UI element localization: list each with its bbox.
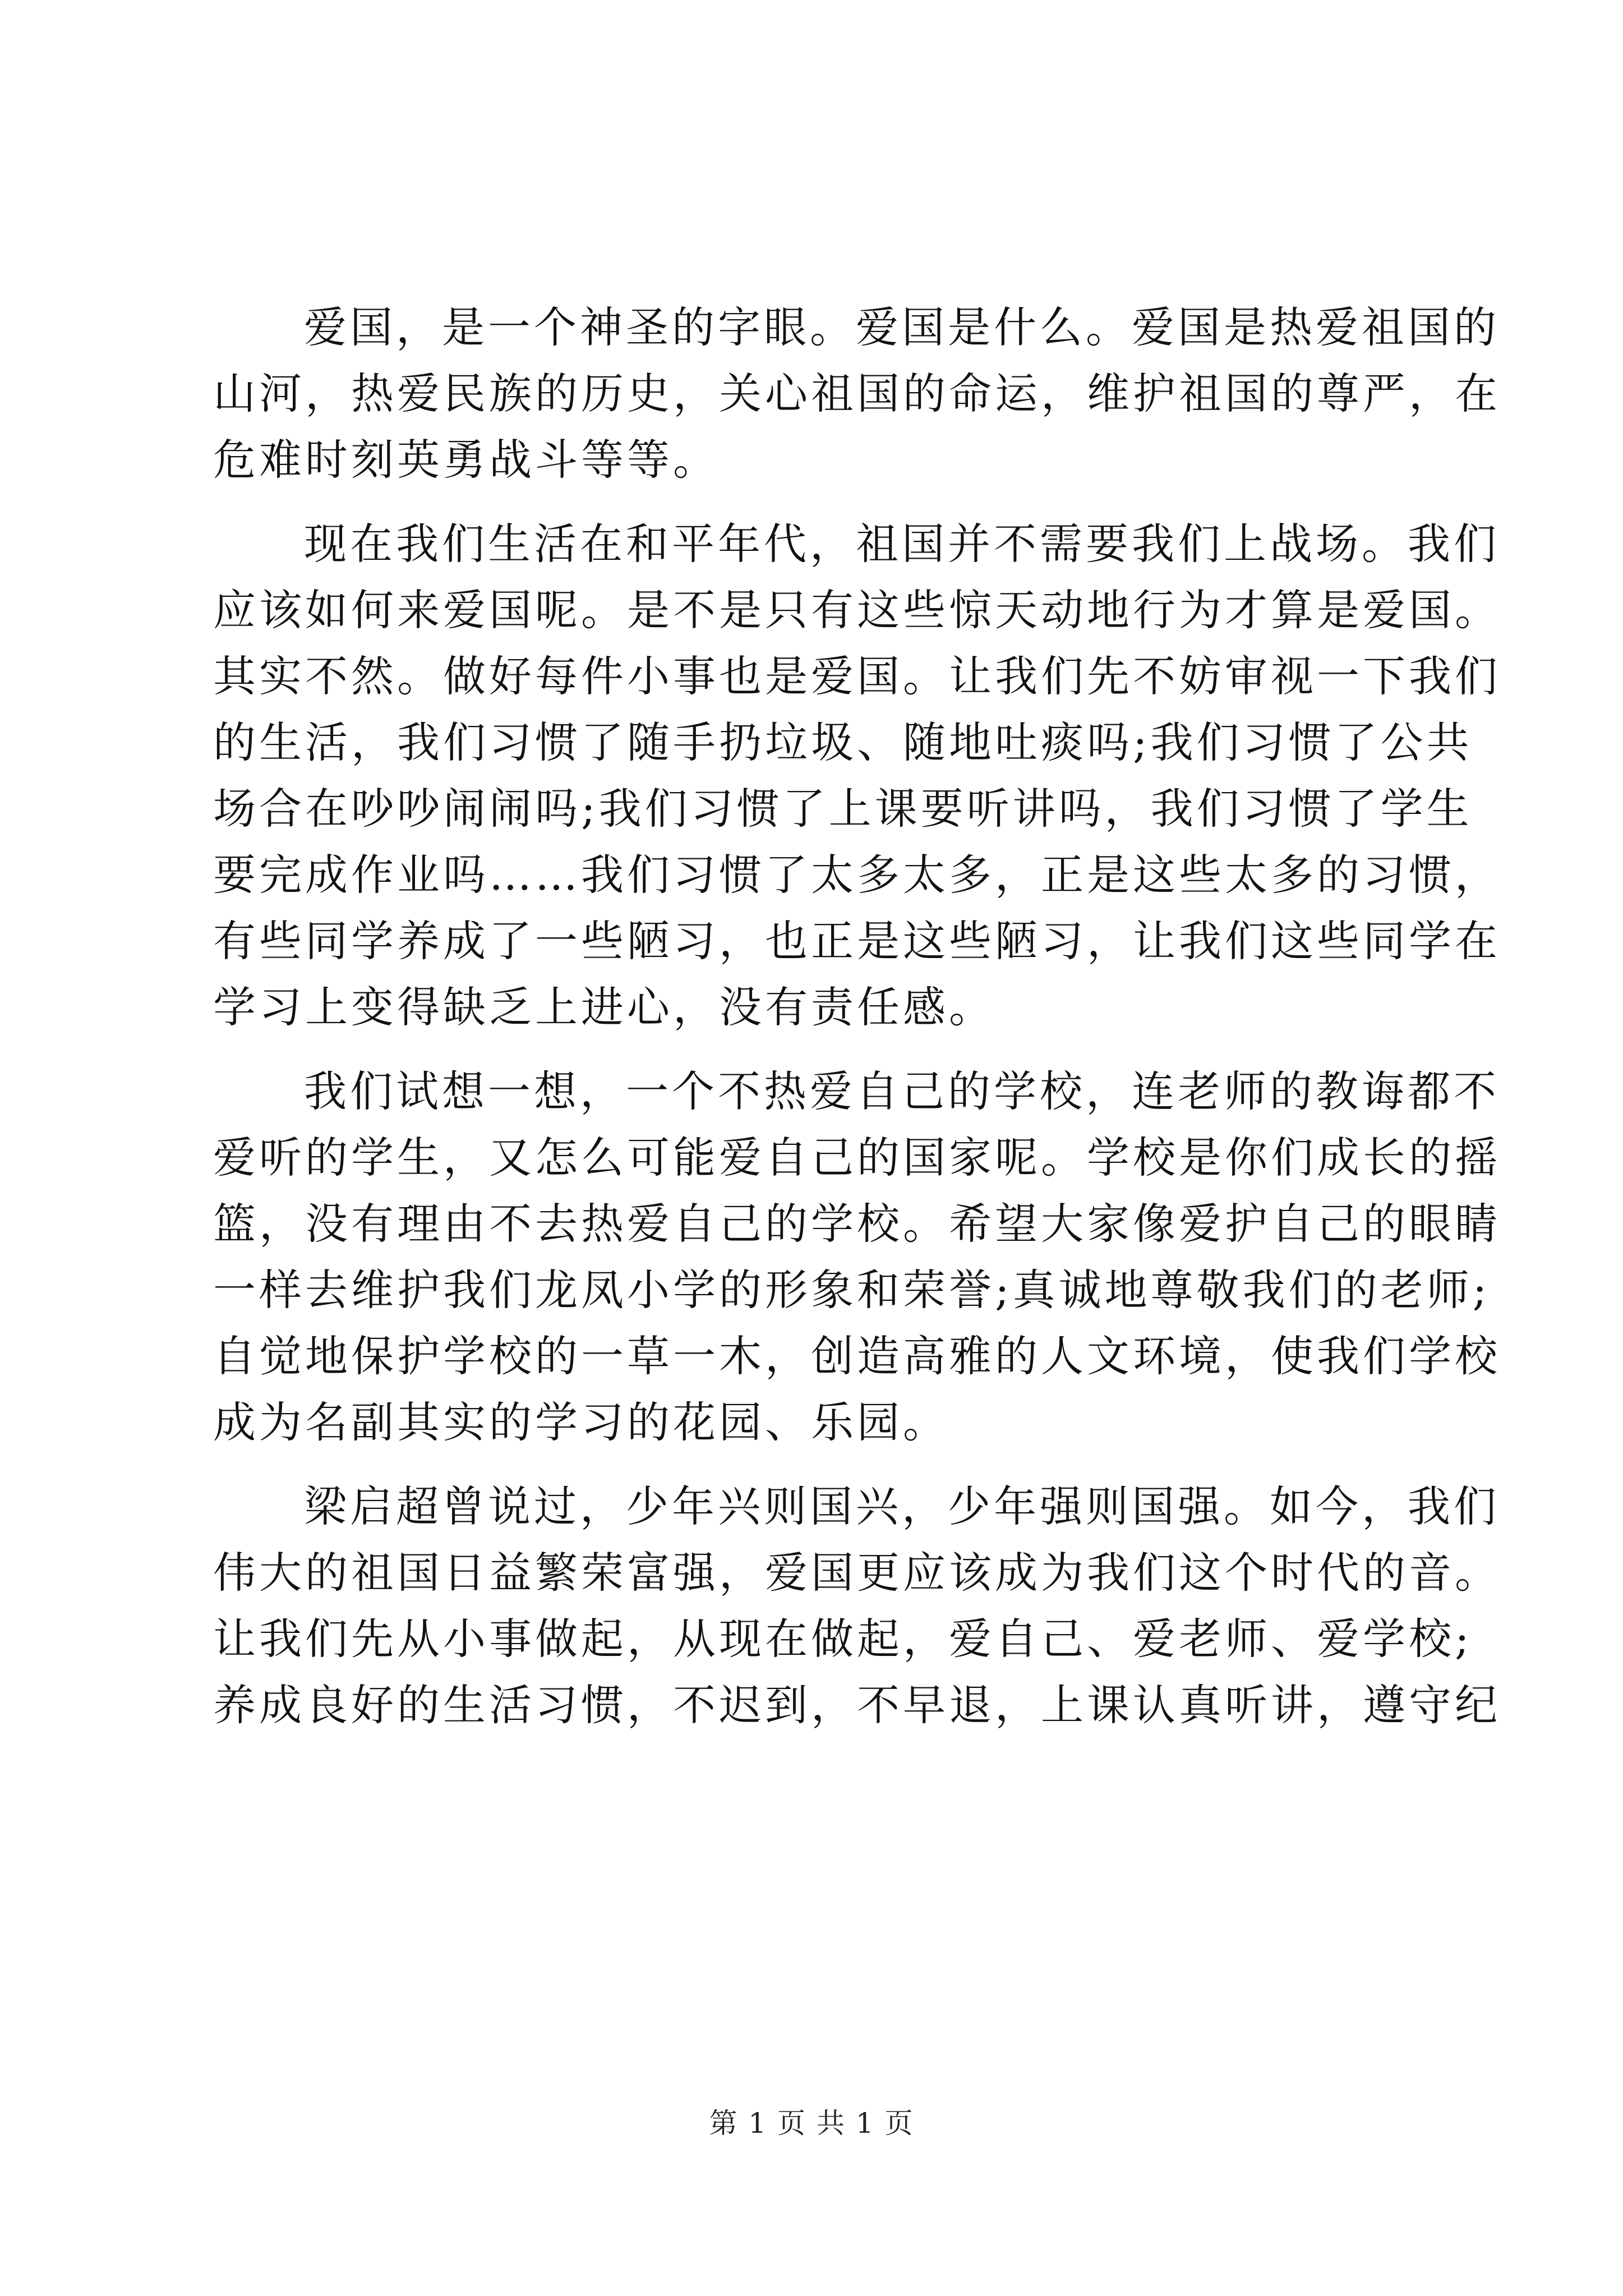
paragraph-4 bbox=[213, 1474, 1501, 1738]
paragraph-1 bbox=[213, 295, 1501, 493]
text-line: 篮，没有理由不去热爱自己的学校。希望大家像爱护自己的眼睛 bbox=[213, 1199, 1501, 1249]
text-line: 应该如何来爱国呢。是不是只有这些惊天动地行为才算是爱国。 bbox=[213, 585, 1501, 635]
text-line: 梁启超曾说过，少年兴则国兴，少年强则国强。如今，我们 bbox=[304, 1481, 1500, 1531]
text-line: 要完成作业吗……我们习惯了太多太多，正是这些太多的习惯， bbox=[213, 850, 1501, 900]
paragraph-3 bbox=[213, 1059, 1501, 1456]
document-body bbox=[213, 295, 1501, 1738]
text-line: 的生活，我们习惯了随手扔垃圾、随地吐痰吗;我们习惯了公共 bbox=[213, 717, 1473, 767]
page-footer: 第 1 页 共 1 页 bbox=[709, 2107, 914, 2139]
text-line: 伟大的祖国日益繁荣富强，爱国更应该成为我们这个时代的音。 bbox=[213, 1548, 1501, 1598]
text-line: 现在我们生活在和平年代，祖国并不需要我们上战场。我们 bbox=[304, 519, 1500, 569]
text-line: 爱听的学生，又怎么可能爱自己的国家呢。学校是你们成长的摇 bbox=[213, 1133, 1501, 1182]
text-line: 让我们先从小事做起，从现在做起，爱自己、爱老师、爱学校; bbox=[213, 1614, 1473, 1664]
text-line: 有些同学养成了一些陋习，也正是这些陋习，让我们这些同学在 bbox=[213, 916, 1501, 966]
paragraph-gap bbox=[213, 493, 1424, 511]
text-line: 我们试想一想，一个不热爱自己的学校，连老师的教诲都不 bbox=[304, 1066, 1500, 1116]
text-line: 其实不然。做好每件小事也是爱国。让我们先不妨审视一下我们 bbox=[213, 651, 1501, 701]
text-line: 成为名副其实的学习的花园、乐园。 bbox=[213, 1397, 949, 1447]
text-line: 养成良好的生活习惯，不迟到，不早退，上课认真听讲，遵守纪 bbox=[213, 1680, 1501, 1730]
text-line: 自觉地保护学校的一草一木，创造高雅的人文环境，使我们学校 bbox=[213, 1331, 1501, 1381]
text-line: 山河，热爱民族的历史，关心祖国的命运，维护祖国的尊严，在 bbox=[213, 369, 1501, 418]
text-line: 学习上变得缺乏上进心，没有责任感。 bbox=[213, 982, 995, 1032]
text-line: 爱国，是一个神圣的字眼。爱国是什么。爱国是热爱祖国的 bbox=[304, 302, 1500, 352]
text-line: 一样去维护我们龙凤小学的形象和荣誉;真诚地尊敬我们的老师; bbox=[213, 1265, 1491, 1315]
paragraph-2 bbox=[213, 511, 1501, 1041]
text-line: 危难时刻英勇战斗等等。 bbox=[213, 435, 719, 485]
paragraph-gap bbox=[213, 1041, 1424, 1059]
text-line: 场合在吵吵闹闹吗;我们习惯了上课要听讲吗，我们习惯了学生 bbox=[213, 784, 1473, 834]
paragraph-gap bbox=[213, 1456, 1424, 1474]
